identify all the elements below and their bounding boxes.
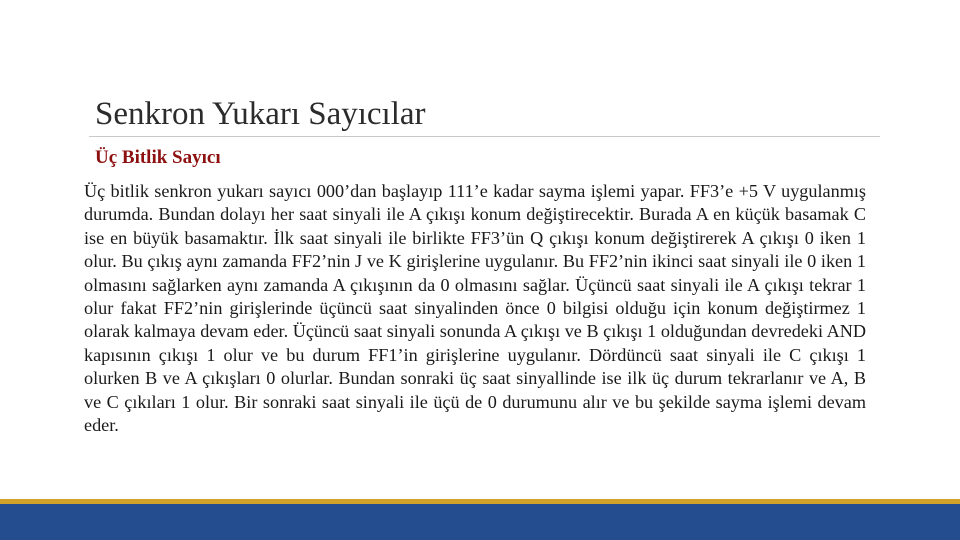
slide-subtitle: Üç Bitlik Sayıcı [95, 147, 221, 168]
body-paragraph: Üç bitlik senkron yukarı sayıcı 000’dan başlayıp 111’e kadar sayma işlemi yapar. FF3’e +5 V uygulanmış durumda. Bundan dolayı her saat sinyali ile A çıkışı konum değiştirecektir. Burada A en küçük basamak C ise en büyük basamaktır. İlk saat sinyali ile birlikte FF3’ün Q çıkışı konum değiştirerek A çıkışı 0 iken 1 olur. Bu çıkış aynı zamanda FF2’nin J ve K girişlerine uygulanır. Bu FF2’nin ikinci saat sinyali ile 0 iken 1 olmasını sağlarken aynı zamanda A çıkışının da 0 olmasını sağlar. Üçüncü saat sinyali ile A çıkışı tekrar 1 olur fakat FF2’nin girişlerinde üçüncü saat sinyalinden önce 0 bilgisi olduğu için konum değiştirmez 1 olarak kalmaya devam eder. Üçüncü saat sinyali sonunda A çıkışı ve B çıkışı 1 olduğundan devredeki AND kapısının çıkışı 1 olur ve bu durum FF1’in girişlerine uygulanır. Dördüncü saat sinyali ile C çıkışı 1 olurken B ve A çıkışları 0 olurlar. Bundan sonraki üç saat sinyallinde ise ilk üç durum tekrarlanır ve A, B ve C çıkıları 1 olur. Bir sonraki saat sinyali ile üçü de 0 durumunu alır ve bu şekilde sayma işlemi devam eder. [84, 181, 866, 436]
slide-title: Senkron Yukarı Sayıcılar [95, 96, 426, 132]
footer-bar [0, 504, 960, 540]
title-divider [89, 136, 880, 137]
